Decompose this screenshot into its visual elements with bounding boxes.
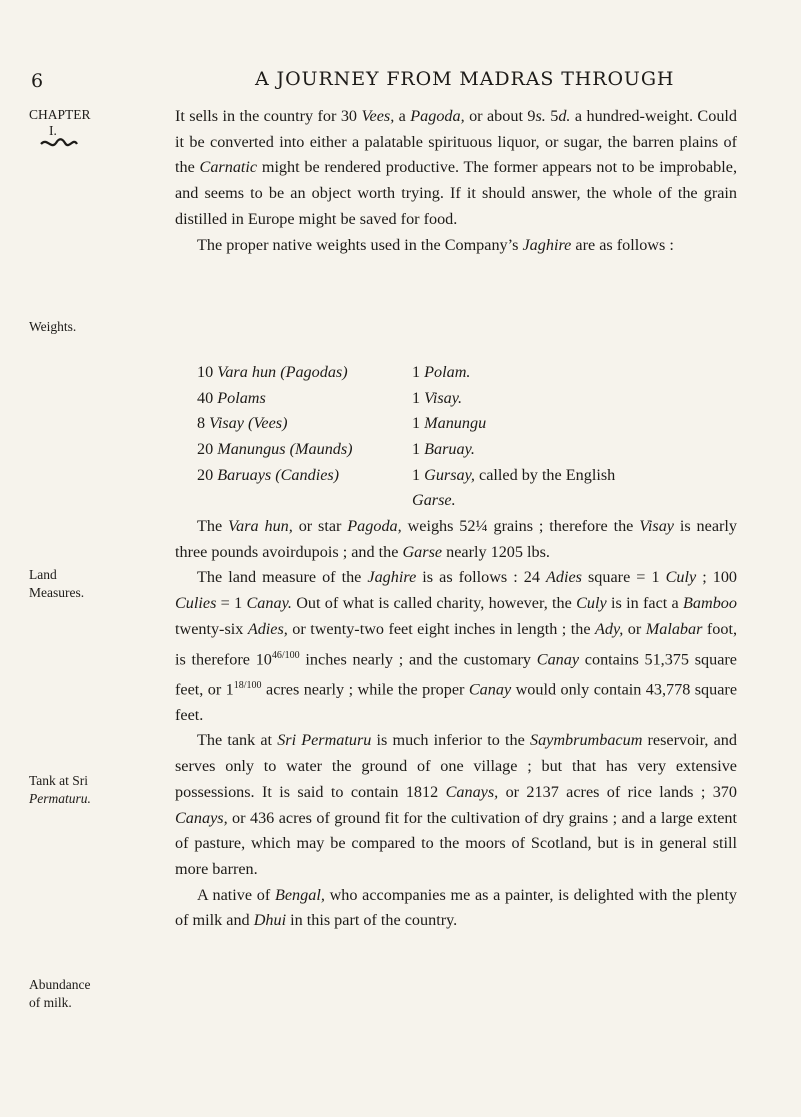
weights-row-tail: Garse. <box>412 491 456 510</box>
paragraph-pagoda: The Vara hun, or star Pagoda, weighs 52¼ grains ; therefore the Visay is nearly three pounds avoirdupois ; and the Garse nearly 1205 lbs. <box>175 517 737 561</box>
chapter-ornament-icon <box>39 135 79 153</box>
weights-row: 20 Manungus (Maunds) 1 Baruay. <box>197 440 475 459</box>
weights-table <box>197 360 737 514</box>
weights-row: 20 Baruays (Candies) 1 Gursay, called by the English <box>197 465 616 484</box>
weights-row: 40 Polams 1 Visay. <box>197 388 463 407</box>
running-title: A JOURNEY FROM MADRAS THROUGH <box>255 68 675 90</box>
margin-note-measures: Measures. <box>29 585 85 600</box>
margin-note-abundance: Abundance <box>29 977 91 992</box>
chapter-label: CHAPTER <box>29 107 91 122</box>
paragraph-land-measure: The land measure of the Jaghire is as follows : 24 Adies square = 1 Culy ; 100 Culies = 1 Canay. Out of what is called charity, however, the Culy is in fact a Bamboo twenty-six Adies, or twenty-two feet eight inches in length ; the Ady, or Malabar foot, is therefore $10^{46/100}$ inches nearly ; and the customary Canay contains 51,375 square feet, or $1^{18/100}$ acres nearly ; while the proper Canay would only contain 43,778 square feet. <box>175 568 738 724</box>
margin-note-milk: of milk. <box>29 995 72 1010</box>
weights-row: 8 Visay (Vees) 1 Manungu <box>197 414 487 433</box>
weights-row: 10 Vara hun (Pagodas) 1 Polam. <box>197 363 471 381</box>
paragraph-weights-intro: The proper native weights used in the Company’s Jaghire are as follows : <box>197 235 674 254</box>
paragraph-tank: The tank at Sri Permaturu is much inferior to the Saymbrumbacum reservoir, and serves only to water the ground of one village ; but that has very extensive possessions. It is said to contain 1812 Canays, or 2137 acres of rice lands ; 370 Canays, or 436 acres of ground fit for the cultivation of dry grains ; and a large extent of pasture, which may be compared to the moors of Scotland, but is in general still more barren. <box>175 731 737 878</box>
paragraph-sorghum: It sells in the country for 30 Vees, a Pagoda, or about 9s. 5d. a hundred-weight. Could it be converted into either a palatable spirituous liquor, or sugar, the barren plains of the Carnatic might be rendered productive. The former appears not to be improbable, and seems to be an object worth trying. If it should answer, the whole of the grain distilled in Europe might be saved for food. <box>175 107 738 228</box>
margin-note-permaturu: Permaturu. <box>29 791 91 806</box>
margin-note-land: Land <box>29 567 57 582</box>
paragraph-milk: A native of Bengal, who accompanies me as a painter, is delighted with the plenty of milk and Dhui in this part of the country. <box>175 885 737 930</box>
body-text-bottom <box>175 514 737 934</box>
margin-note-tank: Tank at Sri <box>29 773 89 788</box>
body-text-top <box>175 104 737 258</box>
margin-note-weights: Weights. <box>29 319 77 334</box>
chapter-number: I. <box>49 123 57 138</box>
page-number: 6 <box>31 70 44 92</box>
